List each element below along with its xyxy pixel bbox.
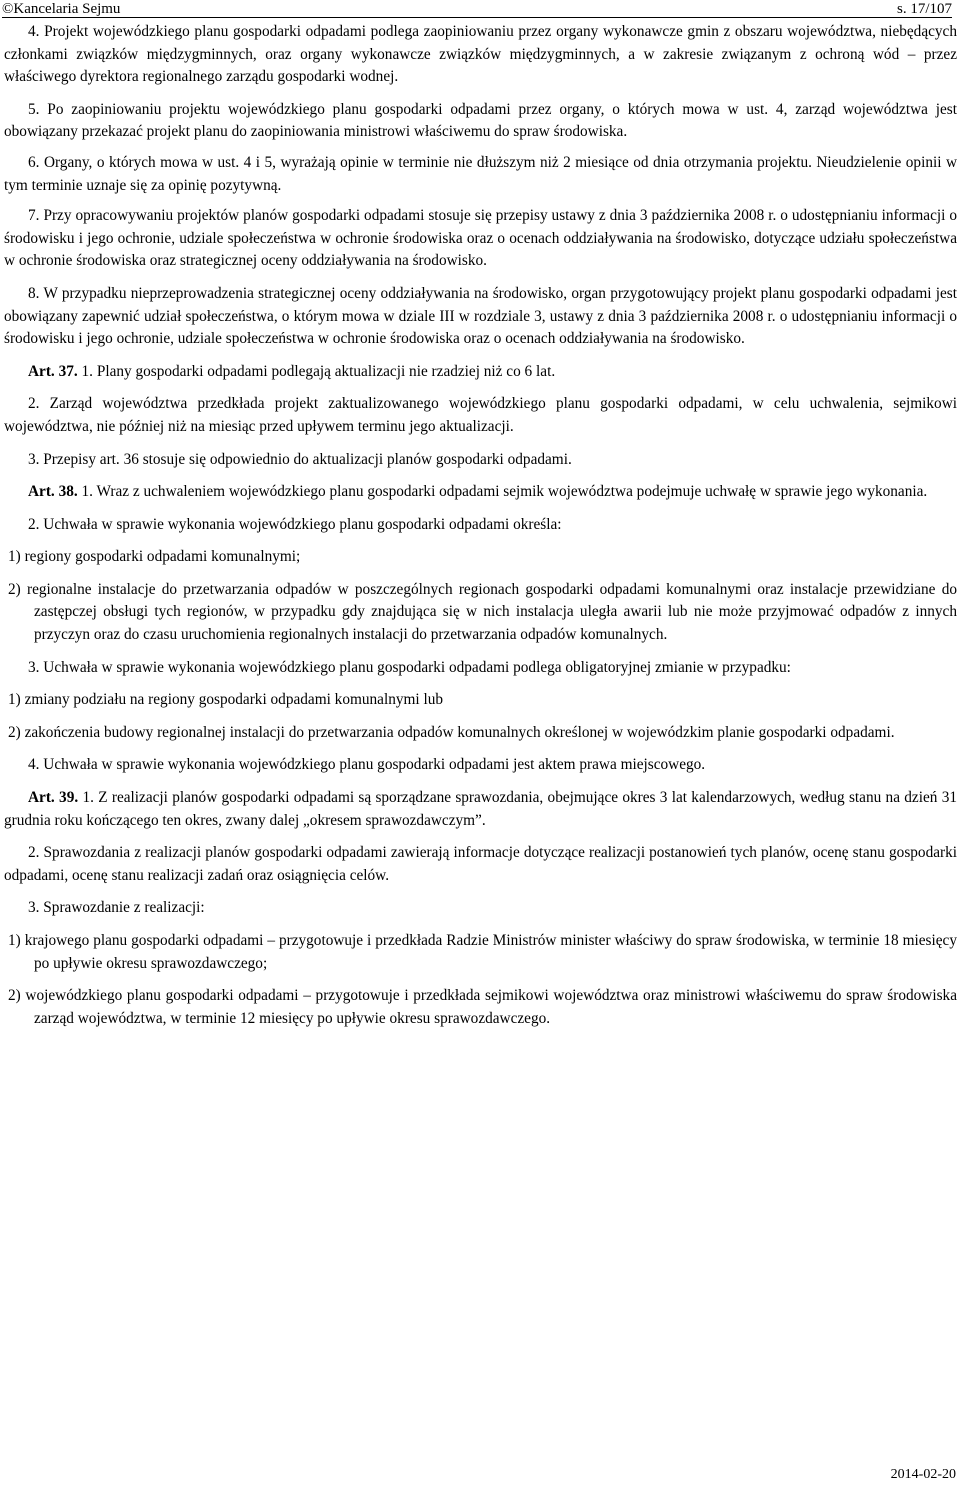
article-37-section-2: 2. Zarząd województwa przedkłada projekt zaktualizowanego wojewódzkiego planu gospodarki odpadami, w celu uchwalenia, sejmikowi województwa, nie później niż na miesiąc przed upływem terminu jego aktualizacji. [4, 395, 957, 435]
article-37-section-1 [4, 361, 957, 384]
article-38-section-2: 2. Uchwała w sprawie wykonania wojewódzkiego planu gospodarki odpadami określa: [28, 515, 562, 533]
paragraph-5: 5. Po zaopiniowaniu projektu wojewódzkiego planu gospodarki odpadami przez organy, o których mowa w ust. 4, zarząd województwa jest obowiązany przekazać projekt planu do zaopiniowania ministrowi właściwemu do spraw środowiska. [4, 100, 957, 141]
article-38-section-4: 4. Uchwała w sprawie wykonania wojewódzkiego planu gospodarki odpadami jest aktem prawa miejscowego. [28, 756, 706, 774]
article-38-section-3-item-2: 2) zakończenia budowy regionalnej instalacji do przetwarzania odpadów komunalnych określonej w wojewódzkim planie gospodarki odpadami. [8, 723, 895, 741]
article-38-section-1-text: 1. Wraz z uchwaleniem wojewódzkiego planu gospodarki odpadami sejmik województwa podejmuje uchwałę w sprawie jego wykonania. [77, 483, 928, 501]
document-body [4, 21, 957, 1030]
footer-date: 2014-02-20 [890, 1467, 956, 1482]
article-39-section-3: 3. Sprawozdanie z realizacji: [28, 899, 205, 917]
article-39-section-2: 2. Sprawozdania z realizacji planów gospodarki odpadami zawierają informacje dotyczące realizacji postanowień tych planów, ocenę stanu gospodarki odpadami, ocenę stanu realizacji zadań oraz osiągnięcia celów. [4, 844, 957, 884]
article-38-label: Art. 38. [28, 483, 78, 501]
article-37-section-3: 3. Przepisy art. 36 stosuje się odpowiednio do aktualizacji planów gospodarki odpadami. [28, 450, 572, 468]
article-39-label: Art. 39. [28, 789, 79, 807]
article-38-section-1 [4, 481, 957, 504]
article-38-section-3: 3. Uchwała w sprawie wykonania wojewódzkiego planu gospodarki odpadami podlega obligatoryjnej zmianie w przypadku: [28, 658, 791, 676]
header-source: ©Kancelaria Sejmu [2, 1, 121, 17]
article-39-section-1-text: 1. Z realizacji planów gospodarki odpadami są sporządzane sprawozdania, obejmujące okres 3 lat kalendarzowych, według stanu na dzień 31 grudnia roku kończącego ten okres, zwany dalej „okresem sprawozdawczym”. [4, 789, 957, 829]
header-page-number: s. 17/107 [896, 1, 952, 17]
paragraph-8: 8. W przypadku nieprzeprowadzenia strategicznej oceny oddziaływania na środowisko, organ przygotowujący projekt planu gospodarki odpadami jest obowiązany zapewnić udział społeczeństwa, o którym mowa w dziale III w rozdziale 3, ustawy z dnia 3 października 2008 r. o udostępnianiu informacji o środowisku i jego ochronie, udziale społeczeństwa w ochronie środowiska oraz o ocenach oddziaływania na środowisko. [4, 284, 957, 348]
article-37-section-1-text: 1. Plany gospodarki odpadami podlegają aktualizacji nie rzadziej niż co 6 lat. [77, 362, 556, 380]
paragraph-6: 6. Organy, o których mowa w ust. 4 i 5, wyrażają opinie w terminie nie dłuższym niż 2 miesiące od dnia otrzymania projektu. Nieudzielenie opinii w tym terminie uznaje się za opinię pozytywną. [4, 153, 957, 194]
article-38-section-2-item-1: 1) regiony gospodarki odpadami komunalnymi; [8, 548, 301, 566]
paragraph-4: 4. Projekt wojewódzkiego planu gospodarki odpadami podlega zaopiniowaniu przez organy wykonawcze gmin z obszaru województwa, niebędących członkami związków międzygminnych, oraz organy wykonawcze związków międzygminnych, a w zakresie związanym z ochroną wód – przez właściwego dyrektora regionalnego zarządu gospodarki wodnej. [4, 23, 957, 86]
article-38-section-3-item-1: 1) zmiany podziału na regiony gospodarki odpadami komunalnymi lub [8, 691, 444, 709]
article-37-label: Art. 37. [28, 362, 78, 380]
article-38-section-2-item-2: 2) regionalne instalacje do przetwarzania odpadów w poszczególnych regionach gospodarki odpadami komunalnymi oraz instalacje przewidziane do zastępczej obsługi tych regionów, w przypadku gdy znajdująca się w nich instalacja uległa awarii lub nie może przyjmować odpadów z innych przyczyn oraz do czasu uruchomienia regionalnych instalacji do przetwarzania odpadów komunalnych. [8, 580, 957, 644]
article-39-section-3-item-2: 2) wojewódzkiego planu gospodarki odpadami – przygotowuje i przedkłada sejmikowi województwa oraz ministrowi właściwemu do spraw środowiska zarząd województwa, w terminie 12 miesięcy po upływie okresu sprawozdawczego. [8, 987, 957, 1027]
header-divider [2, 17, 952, 18]
paragraph-7: 7. Przy opracowywaniu projektów planów gospodarki odpadami stosuje się przepisy ustawy z dnia 3 października 2008 r. o udostępnianiu informacji o środowisku i jego ochronie, udziale społeczeństwa w ochronie środowiska oraz o ocenach oddziaływania na środowisko, dotyczące udziału społeczeństwa w ochronie środowiska oraz strategicznej oceny oddziaływania na środowisko. [4, 207, 957, 270]
article-39-section-3-item-1: 1) krajowego planu gospodarki odpadami – przygotowuje i przedkłada Radzie Ministrów minister właściwy do spraw środowiska, w terminie 18 miesięcy po upływie okresu sprawozdawczego; [8, 932, 957, 972]
article-39-section-1 [4, 787, 957, 832]
